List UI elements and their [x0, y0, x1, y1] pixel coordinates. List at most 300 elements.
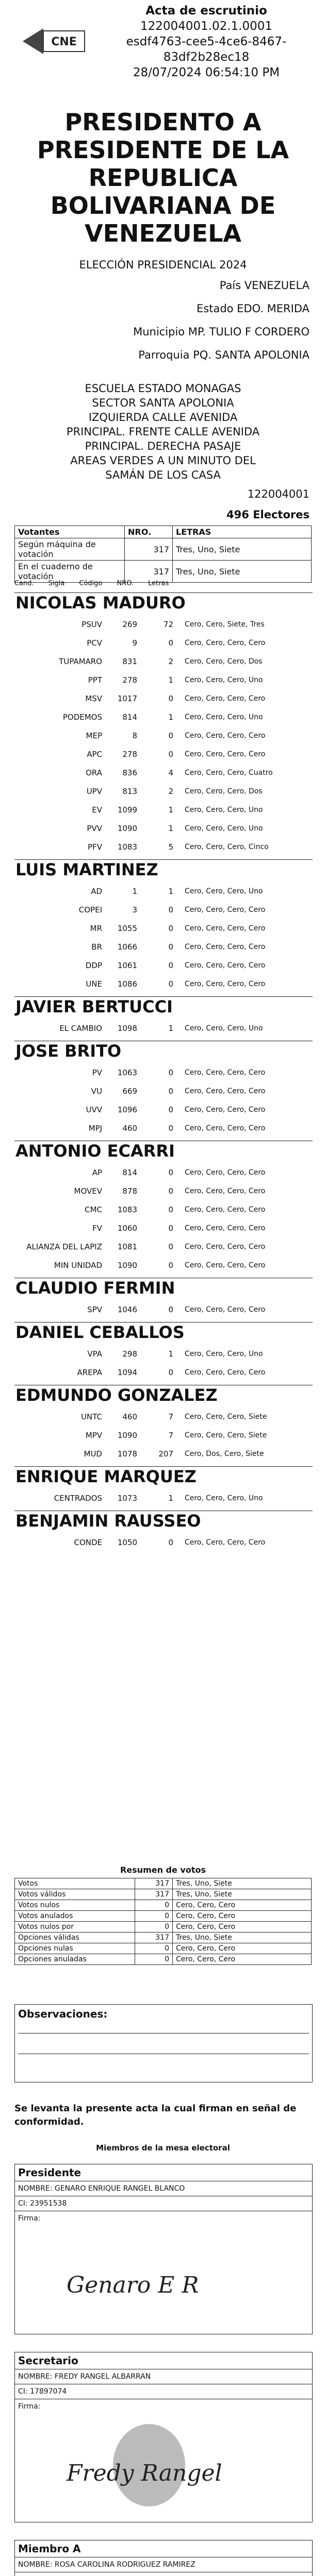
party-votes-letters: Cero, Cero, Cero, Cero — [185, 906, 266, 914]
party-row — [14, 1408, 312, 1426]
summary-letters: Cero, Cero, Cero — [173, 1943, 312, 1954]
party-row — [14, 1019, 312, 1038]
summary-label: Opciones válidas — [15, 1933, 135, 1943]
centro-line: PRINCIPAL. FRENTE CALLE AVENIDA — [66, 426, 260, 438]
party-votes-letters: Cero, Cero, Siete, Tres — [185, 620, 265, 629]
summary-num: 0 — [135, 1911, 173, 1922]
party-votes-letters: Cero, Cero, Cero, Cero — [185, 980, 266, 988]
party-code: 1086 — [117, 979, 137, 989]
candidate-name: JAVIER BERTUCCI — [14, 996, 313, 1016]
party-votes-letters: Cero, Cero, Cero, Cero — [185, 1306, 266, 1314]
party-votes: 0 — [168, 638, 173, 648]
party-row — [14, 1238, 312, 1256]
party-acronym: APC — [87, 750, 102, 759]
party-row — [14, 1063, 312, 1082]
party-votes-letters: Cero, Cero, Cero, Dos — [185, 657, 263, 666]
member-name: NOMBRE: GENARO ENRIQUE RANGEL BLANCO — [15, 2181, 312, 2196]
party-votes: 1 — [168, 887, 173, 896]
party-acronym: AD — [91, 887, 102, 896]
party-acronym: CONDE — [74, 1538, 102, 1547]
estado: Estado EDO. MERIDA — [197, 302, 309, 315]
party-row — [14, 634, 312, 652]
party-code: 1017 — [117, 694, 137, 703]
candidate-rows — [14, 1163, 312, 1275]
party-row — [14, 1345, 312, 1363]
summary-num: 0 — [135, 1922, 173, 1933]
party-code: 1081 — [117, 1242, 137, 1251]
parroquia: Parroquia PQ. SANTA APOLONIA — [138, 349, 309, 361]
summary-label: Opciones nulas — [15, 1943, 135, 1954]
party-votes: 0 — [168, 961, 173, 970]
party-acronym: PCV — [87, 638, 102, 648]
party-code: 1090 — [117, 824, 137, 833]
table-row — [15, 1878, 312, 1889]
party-votes-letters: Cero, Cero, Cero, Cero — [185, 1261, 266, 1269]
party-votes: 0 — [168, 1261, 173, 1270]
party-votes: 0 — [168, 1124, 173, 1133]
party-code: 9 — [132, 638, 137, 648]
party-acronym: BR — [91, 942, 102, 952]
votantes-letras: Tres, Uno, Siete — [173, 538, 312, 561]
party-votes: 0 — [168, 1168, 173, 1177]
party-acronym: COPEI — [78, 905, 102, 914]
party-acronym: PV — [92, 1068, 102, 1077]
party-votes: 1 — [168, 824, 173, 833]
candidate-rows — [14, 615, 312, 856]
center-code: 122004001 — [247, 488, 309, 500]
party-code: 1061 — [117, 961, 137, 970]
member-box — [14, 2540, 313, 2576]
party-code: 1066 — [117, 942, 137, 952]
party-code: 460 — [122, 1412, 137, 1421]
party-votes: 2 — [168, 657, 173, 666]
observaciones-box — [14, 2004, 313, 2082]
party-code: 1063 — [117, 1068, 137, 1077]
summary-label: Votos anulados — [15, 1911, 135, 1922]
party-votes: 5 — [168, 842, 173, 852]
summary-label: Votos nulos — [15, 1900, 135, 1911]
party-row — [14, 652, 312, 671]
member-box — [14, 2352, 313, 2522]
party-row — [14, 782, 312, 801]
party-votes-letters: Cero, Cero, Cero, Cero — [185, 1368, 266, 1377]
main-title-line: PRESIDENTO A — [64, 108, 262, 136]
party-code: 1098 — [117, 1024, 137, 1033]
subheader-letras: Letras — [148, 580, 169, 587]
main-title-line: REPUBLICA — [88, 164, 238, 192]
acta-timestamp: 28/07/2024 06:54:10 PM — [133, 66, 280, 79]
party-row — [14, 1200, 312, 1219]
party-votes: 0 — [168, 694, 173, 703]
party-votes: 1 — [168, 1024, 173, 1033]
party-code: 814 — [122, 1168, 137, 1177]
party-votes: 0 — [168, 1068, 173, 1077]
party-votes: 0 — [168, 1368, 173, 1377]
party-row — [14, 801, 312, 819]
summary-letters: Cero, Cero, Cero — [173, 1911, 312, 1922]
member-name: NOMBRE: ROSA CAROLINA RODRIGUEZ RAMIREZ — [15, 2557, 312, 2572]
main-title-line: VENEZUELA — [85, 219, 241, 247]
summary-label: Opciones anuladas — [15, 1954, 135, 1965]
member-firma-label: Firma: — [18, 2402, 41, 2411]
party-votes-letters: Cero, Cero, Cero, Cero — [185, 961, 266, 970]
party-votes-letters: Cero, Cero, Cero, Cero — [185, 639, 266, 647]
party-row — [14, 745, 312, 764]
party-votes-letters: Cero, Cero, Cero, Cero — [185, 1243, 266, 1251]
party-row — [14, 1489, 312, 1507]
votantes-table — [14, 526, 312, 583]
centro-line: SAMÁN DE LOS CASA — [105, 469, 221, 481]
party-votes-letters: Cero, Cero, Cero, Cero — [185, 750, 266, 758]
party-acronym: MIN UNIDAD — [54, 1261, 102, 1270]
candidate-rows — [14, 1019, 312, 1038]
party-code: 1060 — [117, 1224, 137, 1233]
summary-label: Votos válidos — [15, 1889, 135, 1900]
party-code: 460 — [122, 1124, 137, 1133]
party-row — [14, 938, 312, 956]
summary-letters: Tres, Uno, Siete — [173, 1878, 312, 1889]
summary-num: 0 — [135, 1943, 173, 1954]
party-row — [14, 901, 312, 919]
party-code: 814 — [122, 713, 137, 722]
candidate-subheader — [14, 580, 312, 587]
party-votes: 0 — [168, 979, 173, 989]
party-votes-letters: Cero, Cero, Cero, Siete — [185, 1431, 267, 1439]
party-code: 269 — [122, 620, 137, 629]
votantes-col: Votantes — [15, 526, 125, 538]
summary-label: Votos nulos por — [15, 1922, 135, 1933]
header-text — [108, 3, 304, 80]
party-votes-letters: Cero, Cero, Cero, Uno — [185, 676, 263, 684]
party-row — [14, 1300, 312, 1319]
party-code: 8 — [132, 731, 137, 740]
party-votes-letters: Cero, Cero, Cero, Cero — [185, 1106, 266, 1114]
party-acronym: VPA — [87, 1349, 102, 1359]
candidate-rows — [14, 1408, 312, 1463]
table-row — [15, 538, 312, 561]
member-ci: CI: 17897074 — [15, 2384, 312, 2399]
party-votes-letters: Cero, Cero, Cero, Cero — [185, 1087, 266, 1095]
party-code: 1073 — [117, 1494, 137, 1503]
party-acronym: SPV — [87, 1305, 102, 1314]
party-acronym: PSUV — [82, 620, 102, 629]
party-acronym: MOVEV — [74, 1187, 102, 1196]
party-votes: 0 — [168, 1105, 173, 1114]
party-acronym: MSV — [85, 694, 102, 703]
nro-col: NRO. — [125, 526, 173, 538]
party-row — [14, 838, 312, 856]
acta-code: 122004001.02.1.0001 — [140, 20, 273, 33]
party-votes-letters: Cero, Cero, Cero, Cuatro — [185, 769, 273, 777]
summary-num: 317 — [135, 1933, 173, 1943]
centro-line: ESCUELA ESTADO MONAGAS — [85, 382, 241, 395]
party-acronym: UPV — [86, 787, 102, 796]
party-acronym: MEP — [86, 731, 102, 740]
party-code: 298 — [122, 1349, 137, 1359]
party-acronym: EV — [92, 805, 102, 815]
candidate-rows — [14, 1489, 312, 1507]
votantes-header-row — [15, 526, 312, 538]
party-votes: 72 — [163, 620, 173, 629]
party-votes-letters: Cero, Cero, Cero, Cero — [185, 694, 266, 703]
party-acronym: UNTC — [81, 1412, 102, 1421]
summary-letters: Tres, Uno, Siete — [173, 1889, 312, 1900]
party-row — [14, 919, 312, 938]
summary-letters: Tres, Uno, Siete — [173, 1933, 312, 1943]
candidate-name: ENRIQUE MARQUEZ — [14, 1466, 313, 1486]
party-acronym: VU — [91, 1087, 102, 1096]
party-code: 1046 — [117, 1305, 137, 1314]
party-acronym: UNE — [86, 979, 102, 989]
pais: País VENEZUELA — [219, 279, 309, 292]
party-row — [14, 882, 312, 901]
candidate-rows — [14, 1345, 312, 1382]
summary-table — [14, 1878, 312, 1965]
party-votes: 207 — [158, 1449, 173, 1459]
member-box — [14, 2164, 313, 2334]
member-role: Miembro A — [15, 2540, 312, 2557]
party-acronym: MPJ — [88, 1124, 102, 1133]
acta-hash-1: esdf4763-cee5-4ce6-8467- — [126, 35, 287, 48]
party-votes: 0 — [168, 905, 173, 914]
party-code: 1099 — [117, 805, 137, 815]
summary-letters: Cero, Cero, Cero — [173, 1922, 312, 1933]
candidate-rows — [14, 1063, 312, 1138]
signature-text: Genaro E R — [67, 2272, 199, 2298]
party-code: 878 — [122, 1187, 137, 1196]
summary-title: Resumen de votos — [120, 1865, 206, 1875]
party-code: 1 — [132, 887, 137, 896]
candidate-name: BENJAMIN RAUSSEO — [14, 1511, 313, 1531]
party-votes-letters: Cero, Cero, Cero, Cinco — [185, 843, 269, 851]
party-votes-letters: Cero, Cero, Cero, Uno — [185, 806, 263, 814]
party-votes-letters: Cero, Cero, Cero, Uno — [185, 713, 263, 721]
member-role: Secretario — [15, 2352, 312, 2369]
summary-num: 317 — [135, 1878, 173, 1889]
party-row — [14, 1100, 312, 1119]
table-row — [15, 1889, 312, 1900]
party-votes-letters: Cero, Cero, Cero, Cero — [185, 1538, 266, 1547]
subheader-cand: Cand. — [14, 580, 34, 587]
party-row — [14, 764, 312, 782]
acta-title: Acta de escrutinio — [145, 4, 267, 18]
party-acronym: PODEMOS — [62, 713, 102, 722]
party-code: 1050 — [117, 1538, 137, 1547]
votantes-label: Según máquina de votación — [15, 538, 125, 561]
party-row — [14, 615, 312, 634]
party-row — [14, 726, 312, 745]
candidate-name: CLAUDIO FERMIN — [14, 1278, 313, 1298]
party-votes: 0 — [168, 750, 173, 759]
party-votes-letters: Cero, Dos, Cero, Siete — [185, 1450, 264, 1458]
party-acronym: DDP — [85, 961, 102, 970]
candidate-name: LUIS MARTINEZ — [14, 859, 313, 879]
main-title — [0, 108, 326, 247]
party-row — [14, 1182, 312, 1200]
party-votes-letters: Cero, Cero, Cero, Cero — [185, 924, 266, 933]
party-votes-letters: Cero, Cero, Cero, Uno — [185, 824, 263, 833]
party-votes: 0 — [168, 1087, 173, 1096]
party-votes: 4 — [168, 768, 173, 777]
party-votes-letters: Cero, Cero, Cero, Cero — [185, 1187, 266, 1195]
party-votes-letters: Cero, Cero, Cero, Uno — [185, 1494, 263, 1502]
party-votes-letters: Cero, Cero, Cero, Cero — [185, 1168, 266, 1177]
party-row — [14, 819, 312, 838]
centro-name — [0, 381, 326, 482]
member-role: Presidente — [15, 2164, 312, 2181]
party-code: 669 — [122, 1087, 137, 1096]
party-acronym: MPV — [85, 1431, 102, 1440]
election-name: ELECCIÓN PRESIDENCIAL 2024 — [79, 259, 247, 271]
party-code: 1090 — [117, 1261, 137, 1270]
party-code: 3 — [132, 905, 137, 914]
party-votes-letters: Cero, Cero, Cero, Siete — [185, 1413, 267, 1421]
party-votes: 0 — [168, 731, 173, 740]
party-votes: 2 — [168, 787, 173, 796]
party-votes: 0 — [168, 1538, 173, 1547]
party-acronym: ALIANZA DEL LAPIZ — [26, 1242, 102, 1251]
party-row — [14, 1445, 312, 1463]
summary-num: 317 — [135, 1889, 173, 1900]
party-row — [14, 1256, 312, 1275]
party-votes: 0 — [168, 1305, 173, 1314]
party-acronym: MUD — [84, 1449, 102, 1459]
party-votes: 0 — [168, 924, 173, 933]
party-votes: 0 — [168, 1187, 173, 1196]
party-code: 1096 — [117, 1105, 137, 1114]
party-row — [14, 689, 312, 708]
votantes-letras: Tres, Uno, Siete — [173, 561, 312, 583]
miembros-title: Miembros de la mesa electoral — [96, 2143, 230, 2153]
subheader-codigo: Código — [79, 580, 103, 587]
party-votes: 0 — [168, 1224, 173, 1233]
party-votes-letters: Cero, Cero, Cero, Cero — [185, 1069, 266, 1077]
member-firma-label: Firma: — [18, 2214, 41, 2223]
party-votes: 0 — [168, 1242, 173, 1251]
party-votes-letters: Cero, Cero, Cero, Cero — [185, 943, 266, 951]
acta-hash-2: 83df2b28ec18 — [163, 50, 250, 64]
party-votes-letters: Cero, Cero, Cero, Cero — [185, 732, 266, 740]
party-row — [14, 1426, 312, 1445]
party-acronym: AREPA — [77, 1368, 102, 1377]
member-ci: CI: 23951538 — [15, 2196, 312, 2211]
party-code: 1090 — [117, 1431, 137, 1440]
handwritten-signature — [15, 2226, 311, 2334]
party-votes-letters: Cero, Cero, Cero, Cero — [185, 1124, 266, 1132]
subheader-sigla: Sigla — [48, 580, 65, 587]
party-acronym: CENTRADOS — [54, 1494, 102, 1503]
party-acronym: MR — [90, 924, 102, 933]
party-code: 1055 — [117, 924, 137, 933]
table-row — [15, 1922, 312, 1933]
observaciones-label: Observaciones: — [18, 2008, 108, 2020]
party-row — [14, 1082, 312, 1100]
party-votes: 0 — [168, 1205, 173, 1214]
centro-line: SECTOR SANTA APOLONIA — [92, 397, 234, 409]
party-votes-letters: Cero, Cero, Cero, Uno — [185, 887, 263, 895]
party-votes: 0 — [168, 942, 173, 952]
party-votes: 1 — [168, 1349, 173, 1359]
party-code: 831 — [122, 657, 137, 666]
municipio: Municipio MP. TULIO F CORDERO — [133, 326, 309, 338]
centro-line: IZQUIERDA CALLE AVENIDA — [88, 411, 238, 423]
party-code: 813 — [122, 787, 137, 796]
party-row — [14, 1363, 312, 1382]
party-acronym: ORA — [86, 768, 102, 777]
electores-count: 496 Electores — [226, 509, 309, 521]
party-code: 1078 — [117, 1449, 137, 1459]
party-acronym: CMC — [85, 1205, 102, 1214]
votantes-num: 317 — [125, 538, 173, 561]
conformidad-text: Se levanta la presente acta la cual firman en señal de conformidad. — [14, 2103, 297, 2127]
party-acronym: UVV — [86, 1105, 102, 1114]
party-row — [14, 975, 312, 993]
party-votes-letters: Cero, Cero, Cero, Cero — [185, 1224, 266, 1232]
logo-triangle-shape — [23, 28, 43, 54]
party-votes: 7 — [168, 1412, 173, 1421]
candidate-rows — [14, 1533, 312, 1552]
table-row — [15, 1933, 312, 1943]
summary-letters: Cero, Cero, Cero — [173, 1954, 312, 1965]
cne-logo — [12, 21, 95, 62]
party-votes-letters: Cero, Cero, Cero, Uno — [185, 1024, 263, 1032]
party-code: 278 — [122, 750, 137, 759]
party-votes-letters: Cero, Cero, Cero, Cero — [185, 1206, 266, 1214]
party-acronym: AP — [92, 1168, 102, 1177]
handwritten-signature — [15, 2414, 311, 2522]
party-code: 1083 — [117, 1205, 137, 1214]
summary-num: 0 — [135, 1954, 173, 1965]
candidate-name: JOSE BRITO — [14, 1041, 313, 1061]
party-acronym: PVV — [87, 824, 102, 833]
table-row — [15, 1954, 312, 1965]
candidate-name: ANTONIO ECARRI — [14, 1141, 313, 1161]
party-acronym: FV — [92, 1224, 102, 1233]
member-name: NOMBRE: FREDY RANGEL ALBARRAN — [15, 2369, 312, 2384]
logo-text: CNE — [51, 36, 77, 48]
party-votes-letters: Cero, Cero, Cero, Uno — [185, 1350, 263, 1358]
party-acronym: TUPAMARO — [59, 657, 102, 666]
candidate-rows — [14, 1300, 312, 1319]
party-acronym: EL CAMBIO — [59, 1024, 102, 1033]
party-code: 1094 — [117, 1368, 137, 1377]
party-row — [14, 1163, 312, 1182]
candidate-name: NICOLAS MADURO — [14, 592, 313, 613]
summary-label: Votos — [15, 1878, 135, 1889]
party-votes: 7 — [168, 1431, 173, 1440]
signature-text: Fredy Rangel — [67, 2460, 222, 2486]
table-row — [15, 1911, 312, 1922]
subheader-nro: NRO. — [117, 580, 134, 587]
candidate-name: DANIEL CEBALLOS — [14, 1322, 313, 1342]
party-code: 836 — [122, 768, 137, 777]
member-ci — [15, 2572, 312, 2576]
party-row — [14, 671, 312, 689]
party-code: 278 — [122, 675, 137, 685]
table-row — [15, 1943, 312, 1954]
party-code: 1083 — [117, 842, 137, 852]
party-votes-letters: Cero, Cero, Cero, Dos — [185, 787, 263, 795]
summary-letters: Cero, Cero, Cero — [173, 1900, 312, 1911]
party-row — [14, 708, 312, 726]
party-acronym: PPT — [88, 675, 102, 685]
letras-col: LETRAS — [173, 526, 312, 538]
party-votes: 1 — [168, 675, 173, 685]
party-votes: 1 — [168, 805, 173, 815]
main-title-line: PRESIDENTE DE LA — [37, 136, 289, 164]
candidate-rows — [14, 882, 312, 993]
party-row — [14, 1219, 312, 1238]
